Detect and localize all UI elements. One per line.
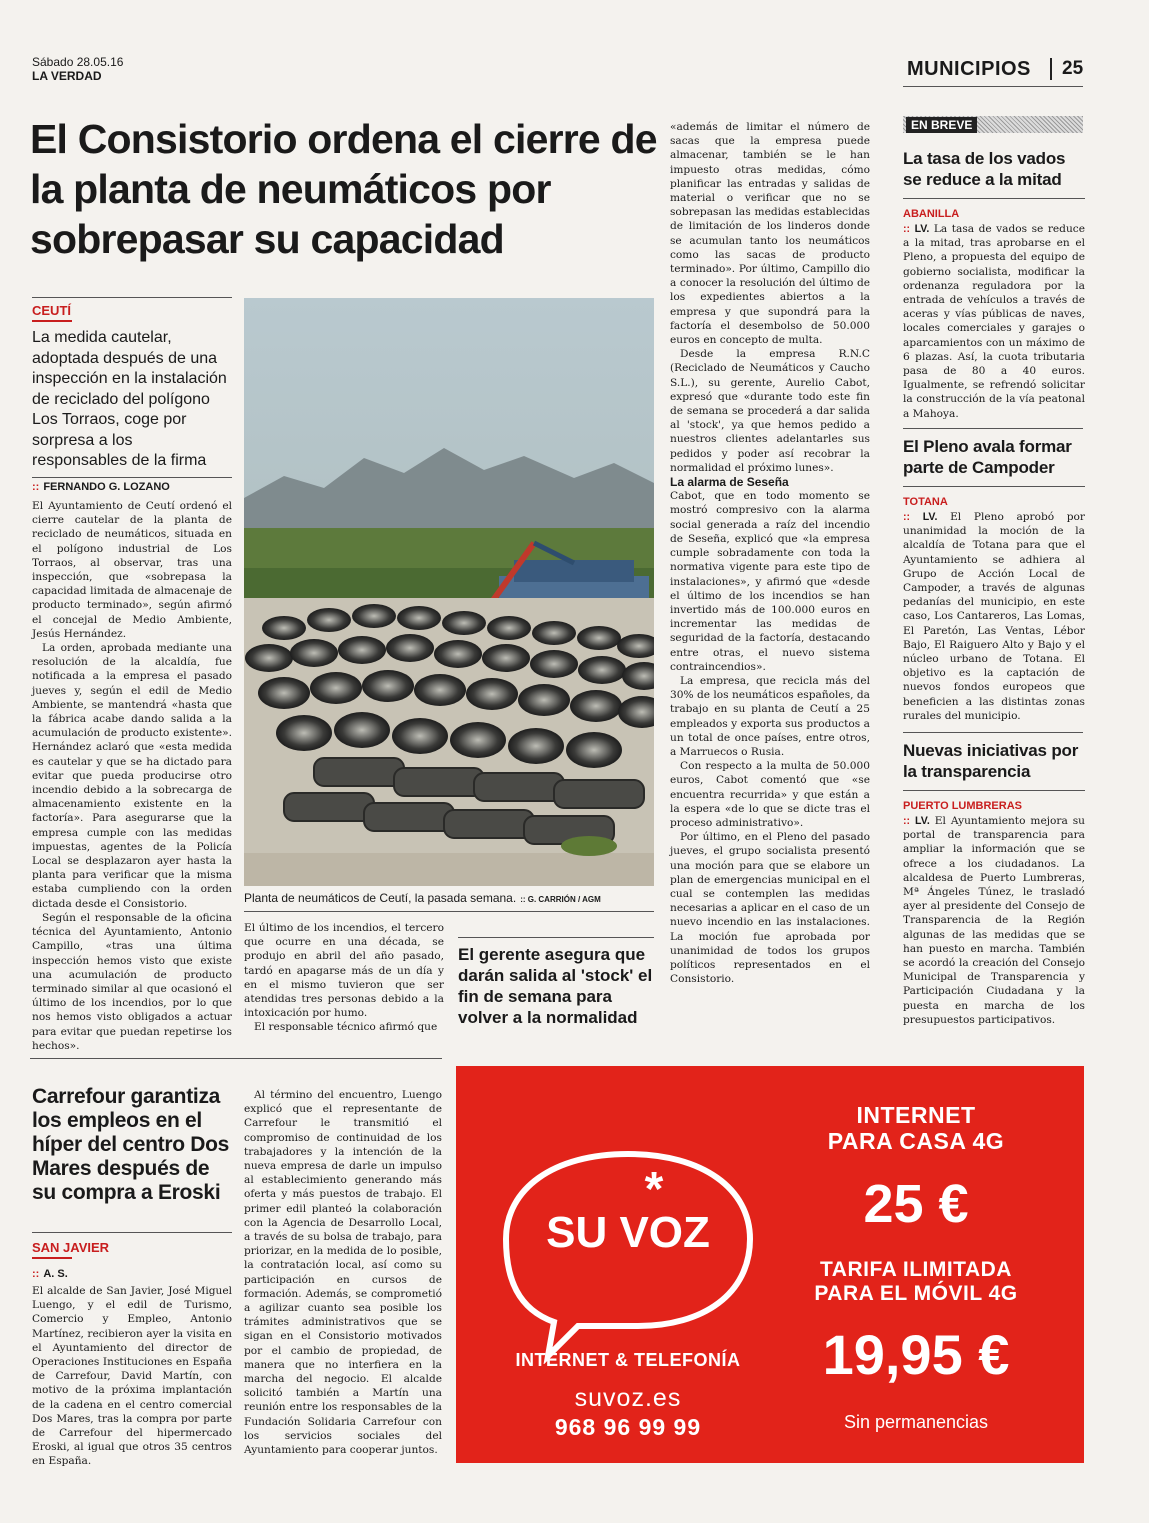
paragraph: El alcalde de San Javier, José Miguel Luengo, y el edil de Turismo, Comercio y Empleo, Antonio Martínez, recibieron ayer la visita en el Ayuntamiento del director de Operaciones Instituciones en España de Carrefour, David Martín, con motivo de la próxima implantación de la cadena en el centro comercial Dos Mares, tras la compra por parte de Carrefour del hipermercado Eroski, al igual que otros 35 centros en España. [32, 1285, 232, 1468]
article-column-2 [244, 921, 444, 1035]
second-article-column-1 [32, 1284, 232, 1469]
offer2-price: 19,95 € [822, 1323, 1010, 1386]
offer1-title: INTERNET PARA CASA 4G [827, 1102, 1005, 1154]
paragraph: Por último, en el Pleno del pasado jueves, el grupo socialista presentó una moción para que se elabore un plan de emergencias municipal en el cual se contemplen las medidas necesarias a aplicar en el caso de un nuevo incendio en las instalaciones. La moción fue aprobada por unanimidad de todos los grupos políticos representados en el Consistorio. [670, 831, 870, 986]
brief-separator [903, 428, 1083, 429]
issue-date: Sábado 28.05.16 [32, 55, 124, 69]
paragraph: Cabot, que en todo momento se mostró compresivo con la alarma social generada a raíz del incendio de Seseña, explicó que «la empresa cumple sobradamente con toda la normativa vigente para este tipo de instalaciones», y afirmó que «desde el último de los incendios se han invertido más de 100.000 euros en incrementar las medidas de seguridad de la factoría, destacando entre otras, el nuevo sistema contraincendios». [670, 490, 870, 673]
brief-rule [903, 198, 1085, 199]
paragraph: Según el responsable de la oficina técnica del Ayuntamiento, Antonio Campillo, «tras una última inspección hemos visto que existe una acumulación de producto terminado similar al que ocasionó el último de los incendios, por lo que nos hemos visto obligados a actuar para evitar que puedan repetirse los hechos». [32, 911, 232, 1052]
brief-tag: LV. [915, 815, 930, 827]
brief-title: La tasa de los vados se reduce a la mitad [903, 149, 1066, 189]
header-rule [903, 86, 1083, 87]
brief-body [903, 510, 1085, 723]
paragraph: Al término del encuentro, Luengo explicó que el representante de Carrefour le transmitió el compromiso de continuidad de los trabajadores y la intención de la nueva empresa de darle un impulso al establecimiento generando más oferta y más puestos de trabajo. El primer edil planteó la colaboración con la Agencia de Desarrollo Local, a través de su bolsa de trabajo, para priorizar, en la medida de lo posible, la contratación local, así como su participación en cursos de formación. Además, se comprometió a agilizar cuanto sea posible los trámites administrativos que se sigan en el Consistorio motivados por el cambio de propiedad, de manera que no interfiera en la marcha del negocio. El alcalde solicitó también a Martín una reunión entre los responsables de la Fundación Solidaria Carrefour con los servicios sociales del Ayuntamiento para cooperar juntos. [244, 1089, 442, 1457]
ad-phone[interactable]: 968 96 99 99 [554, 1414, 702, 1440]
second-headline: Carrefour garantiza los empleos en el híper del centro Dos Mares después de su compra a Eroski [32, 1085, 230, 1204]
en-breve-label: EN BREVE [906, 117, 977, 133]
second-article-rule [30, 1058, 442, 1059]
paragraph: El Ayuntamiento de Ceutí ordenó el cierre cautelar de la planta de reciclado de neumáticos, situada en el polígono industrial de Los Torraos, al observar, tras una inspección, que «sobrepasa la capacidad limitada de almacenaje de producto terminado», según afirmó el concejal de Medio Ambiente, Jesús Hernández. [32, 500, 232, 640]
offer2-title: TARIFA ILIMITADA PARA EL MÓVIL 4G [814, 1258, 1018, 1305]
brief-location: ABANILLA [903, 208, 960, 220]
brand-star: * [644, 1163, 664, 1216]
brief-location: TOTANA [903, 496, 948, 508]
second-article-column-2 [244, 1088, 442, 1457]
byline: :: FERNANDO G. LOZANO [32, 481, 170, 493]
brief-text: La tasa de vados se reduce a la mitad, tras aprobarse en el Pleno, a propuesta del equipo de gobierno socialista, modificar la ordenanza reguladora por la entrada de vehículos a través de aceras y vías públicas de naves, locales comerciales y garajes o aparcamientos con un máximo de 6 plazas. Así, la cuota tributaria pasa de 80 a 40 euros. Igualmente, se refrendó solicitar la construcción de la vía peatonal a Mahoya. [903, 223, 1085, 420]
photo-credit: :: G. CARRIÓN / AGM [520, 895, 601, 904]
caption-rule [244, 911, 654, 912]
brief-rule [903, 790, 1085, 791]
subhead: La alarma de Seseña [670, 475, 789, 490]
location-rule [32, 297, 232, 298]
brief-totana [903, 436, 1085, 723]
brief-title: Nuevas iniciativas por la transparencia [903, 741, 1079, 781]
offer1-price: 25 € [863, 1174, 969, 1234]
second-article-location: SAN JAVIER [32, 1240, 110, 1255]
photo-caption [244, 891, 601, 905]
brief-mark: :: [903, 815, 911, 827]
article-column-1 [32, 499, 232, 1053]
newspaper-name: LA VERDAD [32, 69, 102, 83]
location-underline [32, 1257, 72, 1259]
brief-location: PUERTO LUMBRERAS [903, 800, 1022, 812]
byline-rule [32, 477, 232, 478]
brief-text: El Pleno aprobó por unanimidad la moción de la alcaldía de Totana para que el Ayuntamiento se adhiera al Grupo de Acción Local de Campoder, a través de algunas pedanías del municipio, en este caso, Los Cantareros, Las Lomas, El Paretón, Las Ventas, Lébor Bajo, El Raiguero Alto y Bajo y el núcleo urbano de Totana. El objetivo es la captación de nuevos fondos europeos que beneficien a las distintas zonas rurales del municipio. [903, 511, 1085, 722]
suvoz-advertisement[interactable] [456, 1066, 1084, 1463]
page-number: 25 [1062, 58, 1084, 79]
brief-tag: LV. [914, 223, 930, 235]
brief-text: El Ayuntamiento mejora su portal de transparencia para ampliar la información que se ofrece a los ciudadanos. La alcaldesa de Puerto Lumbreras, Mª Ángeles Túnez, le trasladó ayer al presidente del Consejo de Transparencia de la Región algunas de las medidas que se han puesto en marcha. También se acordó la creación del Consejo Municipal de Transparencia y Participación Ciudadana y la puesta en marcha de los presupuestos participativos. [903, 815, 1086, 1026]
byline-mark: :: [32, 1268, 40, 1280]
section-title: MUNICIPIOS [907, 58, 1031, 80]
paragraph: La empresa, que recicla más del 30% de los neumáticos españoles, da trabajo en su planta de Ceutí a 25 empleados y exporta sus productos a un total de once países, entre otros, a Marruecos o Rusia. [670, 674, 870, 758]
brief-separator [903, 732, 1083, 733]
ad-footnote: Sin permanencias [843, 1412, 989, 1432]
brand-name: SU VOZ [546, 1208, 710, 1257]
paragraph: Desde la empresa R.N.C (Reciclado de Neumáticos y Caucho S.L.), su gerente, Aurelio Cabot, expresó que «durante todo este fin de semana se procederá a dar salida al 'stock', ya que hemos pedido a nuestros clientes adelantarles sus pedidos y poder así recobrar la normalidad el próximo lunes». [670, 348, 870, 474]
brief-mark: :: [903, 511, 911, 523]
byline-author: FERNANDO G. LOZANO [43, 481, 170, 493]
brief-title: El Pleno avala formar parte de Campoder [903, 437, 1072, 477]
paragraph: El último de los incendios, el tercero que ocurre en una década, se produjo en abril del año pasado, tardó en apagarse más de un día y en el mismo tuvieron que ser atendidas tres personas debido a la intoxicación por humo. [244, 922, 444, 1020]
paragraph: La orden, aprobada mediante una resolución de la alcaldía, fue notificada a la empresa el pasado jueves y, según el edil de Medio Ambiente, se mantendrá «hasta que la fábrica acabe dando salida a la acumulación de producto existente». Hernández aclaró que «esta medida es cautelar y que se ha dictado para evitar que pueda producirse otro incendio debido a la sobrecarga de almacenamiento existente en la factoría». Para asegurarse que la empresa cumple con las medidas impuestas, agentes de la Policía Local se desplazaron ayer hasta la planta para verificar que la misma estaba cumpliendo con la orden dictada desde el Consistorio. [32, 642, 232, 910]
ad-website[interactable]: suvoz.es [574, 1384, 682, 1412]
section-divider [1050, 58, 1052, 80]
tire-plant-illustration [244, 298, 654, 886]
brief-tag: LV. [922, 511, 938, 523]
paragraph: Con respecto a la multa de 50.000 euros, Cabot comentó que «se encuentra recurrida» y que están a la espera «de lo que se dicte tras el proceso administrativo». [670, 760, 870, 829]
brief-body [903, 814, 1085, 1027]
brief-body [903, 222, 1085, 421]
pullquote-rule [458, 937, 654, 938]
second-byline [32, 1268, 68, 1280]
brief-puerto-lumbreras [903, 740, 1085, 1027]
location-underline [32, 320, 72, 322]
article-column-3 [670, 120, 870, 986]
caption-text: Planta de neumáticos de Ceutí, la pasada semana. [244, 891, 517, 905]
byline-author: A. S. [43, 1268, 68, 1280]
tire-plant-photo [244, 298, 654, 886]
article-location: CEUTÍ [32, 303, 71, 318]
pull-quote: El gerente asegura que darán salida al 'stock' el fin de semana para volver a la normalidad [458, 945, 653, 1027]
brief-abanilla [903, 148, 1085, 421]
brief-mark: :: [903, 223, 911, 235]
ad-tagline: INTERNET & TELEFONÍA [515, 1350, 741, 1370]
article-lede: La medida cautelar, adoptada después de una inspección en la instalación de reciclado del polígono Los Torraos, coge por sorpresa a los responsables de la firma [32, 329, 227, 469]
brief-rule [903, 486, 1085, 487]
main-headline: El Consistorio ordena el cierre de la planta de neumáticos por sobrepasar su capacidad [30, 116, 657, 262]
location-rule [32, 1232, 232, 1233]
paragraph: «además de limitar el número de sacas que la empresa puede almacenar, también se le han impuesto otras medidas, cómo planificar las entradas y salidas de material o verificar que no se sobrepasan las medidas establecidas de limitación de los linderos donde se acumulan tanto los neumáticos como las sacas de producto terminado». Por último, Campillo dio a conocer la resolución del último de los expedientes abiertos a la empresa y que supondrá para la factoría el desembolso de 50.000 euros en concepto de multa. [670, 121, 870, 347]
paragraph: El responsable técnico afirmó que [254, 1021, 438, 1034]
